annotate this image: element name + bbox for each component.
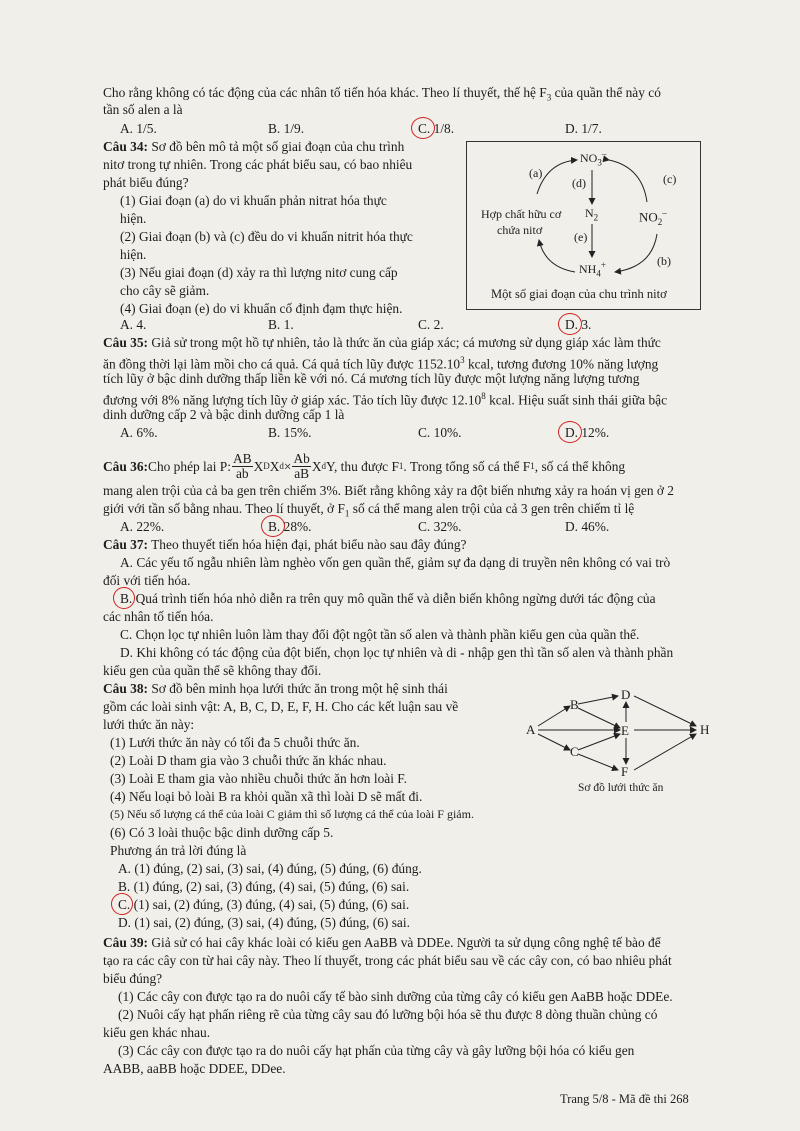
q35-line-4: đương với 8% năng lượng tích lũy ở giáp xác. Tảo tích lũy được 12.10$^8$ kcal. Hiệu suất sinh thái giữa bậc	[103, 391, 668, 408]
intro-line-1: Cho rằng không có tác động của các nhân tố tiến hóa khác. Theo lí thuyết, thế hệ $F_3$ của quần thể này có	[103, 85, 661, 103]
q34-line-2: nitơ trong tự nhiên. Trong các phát biểu sau, có bao nhiêu	[103, 157, 413, 172]
q37-title: Câu 37: Theo thuyết tiến hóa hiện đại, phát biểu nào sau đây đúng?	[103, 537, 467, 552]
q34-option-d: D. 3.	[565, 317, 592, 332]
q37-option-a-cont: đối với tiến hóa.	[103, 573, 191, 588]
species-a: A	[526, 722, 536, 737]
intro-option-a: A. 1/5.	[120, 121, 157, 136]
q37-option-d-cont: kiểu gen của quần thể sẽ không thay đổi.	[103, 663, 322, 678]
q36-fraction-2: $\frac{Ab}{aB}$	[293, 451, 310, 481]
nitrogen-cycle-diagram	[466, 141, 701, 310]
food-web-diagram	[510, 678, 720, 800]
q38-answer-prompt: Phương án trả lời đúng là	[110, 843, 247, 858]
answer-mark-circle	[558, 421, 582, 443]
q34-option-a: A. 4.	[120, 317, 147, 332]
nitrogen-cycle-caption: Một số giai đoạn của chu trình nitơ	[491, 287, 667, 301]
answer-mark-circle	[558, 313, 582, 335]
q34-statement-3-cont: cho cây sẽ giảm.	[120, 283, 210, 298]
q35-option-b: B. 15%.	[268, 425, 312, 440]
q38-option-a: A. (1) đúng, (2) sai, (3) sai, (4) đúng, (5) đúng, (6) đúng.	[118, 861, 422, 876]
n2-label: $N_2$	[585, 206, 599, 223]
intro-line-2: tần số alen a là	[103, 102, 183, 117]
q35-line-3: tích lũy ở bậc dinh dưỡng thấp liền kề với nó. Cá mương tích lũy được một lượng năng lượng tương	[103, 371, 640, 386]
stage-b-label: (b)	[657, 254, 671, 268]
q34-statement-1: (1) Giai đoạn (a) do vi khuẩn phản nitrat hóa thực	[120, 193, 387, 208]
q38-statement-4: (4) Nếu loại bỏ loài B ra khỏi quần xã thì loài D sẽ mất đi.	[110, 789, 423, 804]
q39-statement-3: (3) Các cây con được tạo ra do nuôi cấy hạt phấn của từng cây và gây lưỡng bội hóa có kiểu gen	[118, 1043, 635, 1058]
species-e: E	[621, 723, 629, 738]
q38-line-2: gồm các loài sinh vật: A, B, C, D, E, F, H. Cho các kết luận sau về	[103, 699, 459, 714]
q34-statement-1-cont: hiện.	[120, 211, 147, 226]
q39-line-2: tạo ra các cây con từ hai cây này. Theo lí thuyết, trong các phát biểu sau về các cây con, có bao nhiêu phát	[103, 953, 672, 968]
q39-statement-1: (1) Các cây con được tạo ra do nuôi cấy tế bào sinh dưỡng của từng cây có kiểu gen AaBB hoặc DDEe.	[118, 989, 673, 1004]
q34-line-1: Câu 34: Sơ đồ bên mô tả một số giai đoạn của chu trình	[103, 139, 405, 154]
stage-c-label: (c)	[663, 172, 677, 186]
q39-statement-2-cont: kiểu gen khác nhau.	[103, 1025, 211, 1040]
q35-line-1: Câu 35: Giả sử trong một hồ tự nhiên, tảo là thức ăn của giáp xác; cá mương sử dụng giáp xác làm thức	[103, 335, 661, 350]
answer-mark-circle	[113, 587, 135, 609]
q34-statement-4: (4) Giai đoạn (e) do vi khuẩn cố định đạm thực hiện.	[120, 301, 403, 316]
q34-statement-2: (2) Giai đoạn (b) và (c) đều do vi khuẩn nitrit hóa thực	[120, 229, 413, 244]
q37-option-b-cont: các nhân tố tiến hóa.	[103, 609, 214, 624]
q34-line-3: phát biểu đúng?	[103, 175, 189, 190]
no2-label: $NO_2^-$	[639, 208, 667, 227]
q36-option-a: A. 22%.	[120, 519, 165, 534]
q34-option-b: B. 1.	[268, 317, 294, 332]
q38-line-3: lưới thức ăn này:	[103, 717, 195, 732]
food-web-caption: Sơ đồ lưới thức ăn	[578, 782, 664, 794]
q37-option-b: B. Quá trình tiến hóa nhỏ diễn ra trên quy mô quần thể và diễn biến không ngừng dưới tác động của	[120, 591, 656, 606]
q38-statement-6: (6) Có 3 loài thuộc bậc dinh dưỡng cấp 5.	[110, 825, 334, 840]
q38-option-b: B. (1) đúng, (2) sai, (3) đúng, (4) sai, (5) đúng, (6) sai.	[118, 879, 410, 894]
q39-statement-2: (2) Nuôi cấy hạt phấn riêng rẽ của từng cây sau đó lưỡng bội hóa sẽ thu được 8 dòng thuần chủng có	[118, 1007, 658, 1022]
species-b: B	[570, 697, 579, 712]
q34-statement-3: (3) Nếu giai đoạn (d) xảy ra thì lượng nitơ cung cấp	[120, 265, 398, 280]
q39-line-1: Câu 39: Giả sử có hai cây khác loài có kiểu gen AaBB và DDEe. Người ta sử dụng công nghệ tế bào để	[103, 935, 661, 950]
q35-option-a: A. 6%.	[120, 425, 158, 440]
q36-line-1: Câu 36: Cho phép lai P: AB ab X D X d × $\frac{Ab}{aB}$ X d Y, thu được F 1 . Trong tổng số cá thể F 1 , số cá thể không	[103, 451, 626, 481]
q38-line-1: Câu 38: Sơ đồ bên minh họa lưới thức ăn trong một hệ sinh thái	[103, 681, 448, 696]
q39-line-3: biểu đúng?	[103, 971, 163, 986]
q36-option-d: D. 46%.	[565, 519, 610, 534]
q37-option-c: C. Chọn lọc tự nhiên luôn làm thay đổi đột ngột tần số alen và thành phần kiểu gen của quần thể.	[120, 627, 640, 642]
q38-statement-2: (2) Loài D tham gia vào 3 chuỗi thức ăn khác nhau.	[110, 753, 387, 768]
q36-fraction-1: AB ab	[232, 451, 252, 481]
species-f: F	[621, 764, 629, 779]
q38-option-c: C. (1) sai, (2) đúng, (3) đúng, (4) sai, (5) đúng, (6) sai.	[118, 897, 410, 912]
q37-option-d: D. Khi không có tác động của đột biến, chọn lọc tự nhiên và di - nhập gen thì tần số alen và thành phần	[120, 645, 674, 660]
q34-statement-2-cont: hiện.	[120, 247, 147, 262]
page-footer: Trang 5/8 - Mã đề thi 268	[560, 1092, 689, 1106]
stage-e-label: (e)	[574, 230, 588, 244]
organic-compound-label-2: chứa nitơ	[497, 223, 543, 237]
q36-line-2: mang alen trội của cả ba gen trên chiếm 3%. Biết rằng không xảy ra đột biến nhưng xảy ra hoán vị gen ở 2	[103, 483, 674, 498]
q36-option-c: C. 32%.	[418, 519, 462, 534]
organic-compound-label-1: Hợp chất hữu cơ	[481, 207, 562, 221]
q38-option-d: D. (1) sai, (2) đúng, (3) sai, (4) đúng, (5) đúng, (6) sai.	[118, 915, 410, 930]
species-c: C	[570, 744, 579, 759]
q35-line-2: ăn đồng thời lại làm mồi cho cá quả. Cá quả tích lũy được 1152.10$^3$ kcal, tương đương 10% năng lượng	[103, 355, 659, 372]
intro-option-b: B. 1/9.	[268, 121, 305, 136]
q39-statement-3-cont: AABB, aaBB hoặc DDEE, DDee.	[103, 1061, 286, 1076]
stage-d-label: (d)	[572, 176, 586, 190]
q38-statement-1: (1) Lưới thức ăn này có tối đa 5 chuỗi thức ăn.	[110, 735, 360, 750]
intro-option-d: D. 1/7.	[565, 121, 602, 136]
nh4-label: $NH_4^+$	[579, 260, 606, 279]
q35-option-d: D. 12%.	[565, 425, 610, 440]
q38-statement-5: (5) Nếu số lượng cá thể của loài C giảm thì số lượng cá thể của loài F giảm.	[110, 807, 474, 821]
species-h: H	[700, 722, 710, 737]
answer-mark-circle	[411, 117, 435, 139]
q37-option-a: A. Các yếu tố ngẫu nhiên làm nghèo vốn gen quần thể, giảm sự đa dạng di truyền nên không có vai trò	[120, 555, 671, 570]
q36-line-3: giới với tần số bằng nhau. Theo lí thuyết, ở $F_1$ số cá thể mang alen trội của cả 3 gen trên chiếm tỉ lệ	[103, 501, 635, 519]
answer-mark-circle	[111, 893, 133, 915]
q35-line-5: dinh dưỡng cấp 2 và bậc dinh dưỡng cấp 1 là	[103, 407, 345, 422]
no3-label: $NO_3^-$	[580, 149, 607, 168]
q38-statement-3: (3) Loài E tham gia vào nhiều chuỗi thức ăn hơn loài F.	[110, 771, 407, 786]
q36-option-b: B. 28%.	[268, 519, 312, 534]
intro-option-c: C. 1/8.	[418, 121, 455, 136]
species-d: D	[621, 687, 631, 702]
q35-option-c: C. 10%.	[418, 425, 462, 440]
stage-a-label: (a)	[529, 166, 543, 180]
answer-mark-circle	[261, 515, 285, 537]
q34-option-c: C. 2.	[418, 317, 444, 332]
